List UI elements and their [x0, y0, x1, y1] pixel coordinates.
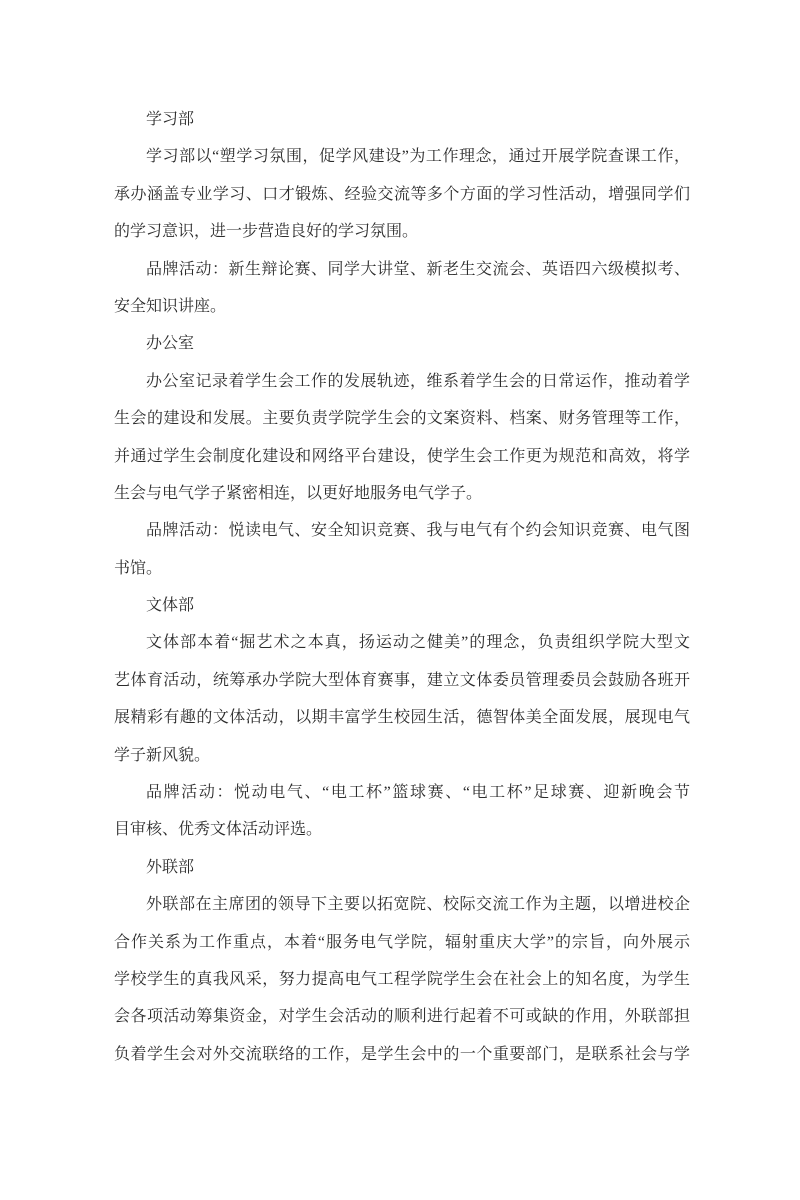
text-line: 会各项活动筹集资金，对学生会活动的顺利进行起着不可或缺的作用，外联部担 — [114, 1008, 690, 1026]
section-heading-xuexibu: 学习部 — [146, 111, 195, 128]
text-line: 品牌活动：悦动电气、“电工杯”篮球赛、“电工杯”足球赛、迎新晚会节 — [146, 784, 690, 802]
text-line: 文体部本着“掘艺术之本真，扬运动之健美”的理念，负责组织学院大型文 — [146, 634, 690, 652]
text-line: 品牌活动：悦读电气、安全知识竞赛、我与电气有个约会知识竞赛、电气图 — [146, 522, 690, 540]
text-line: 承办涵盖专业学习、口才锻炼、经验交流等多个方面的学习性活动，增强同学们 — [114, 185, 690, 203]
text-line: 并通过学生会制度化建设和网络平台建设，使学生会工作更为规范和高效，将学 — [114, 447, 690, 465]
text-line: 负着学生会对外交流联络的工作，是学生会中的一个重要部门，是联系社会与学 — [114, 1045, 690, 1063]
text-line: 生会与电气学子紧密相连，以更好地服务电气学子。 — [114, 484, 483, 502]
text-line: 办公室记录着学生会工作的发展轨迹，维系着学生会的日常运作，推动着学 — [146, 372, 690, 390]
section-heading-wailianbu: 外联部 — [146, 858, 195, 876]
text-line: 学习部以“塑学习氛围，促学风建设”为工作理念，通过开展学院查课工作， — [146, 148, 690, 166]
text-line: 学子新风貌。 — [114, 746, 211, 764]
section-heading-bangongshi: 办公室 — [146, 335, 195, 353]
text-line: 艺体育活动，统筹承办学院大型体育赛事，建立文体委员管理委员会鼓励各班开 — [114, 671, 690, 689]
text-line: 书馆。 — [114, 559, 163, 577]
text-line: 外联部在主席团的领导下主要以拓宽院、校际交流工作为主题，以增进校企 — [146, 896, 690, 914]
document-text-block — [114, 101, 690, 1073]
text-line: 品牌活动：新生辩论赛、同学大讲堂、新老生交流会、英语四六级模拟考、 — [146, 260, 690, 278]
text-line: 目审核、优秀文体活动评选。 — [114, 821, 323, 839]
text-line: 合作关系为工作重点，本着“服务电气学院，辐射重庆大学”的宗旨，向外展示 — [114, 933, 690, 951]
text-line: 展精彩有趣的文体活动，以期丰富学生校园生活，德智体美全面发展，展现电气 — [114, 709, 690, 727]
text-line: 安全知识讲座。 — [114, 297, 227, 315]
section-heading-wentibu: 文体部 — [146, 597, 195, 615]
text-line: 学校学生的真我风采，努力提高电气工程学院学生会在社会上的知名度，为学生 — [114, 970, 690, 988]
text-line: 的学习意识，进一步营造良好的学习氛围。 — [114, 223, 419, 241]
text-line: 生会的建设和发展。主要负责学院学生会的文案资料、档案、财务管理等工作， — [114, 410, 690, 428]
